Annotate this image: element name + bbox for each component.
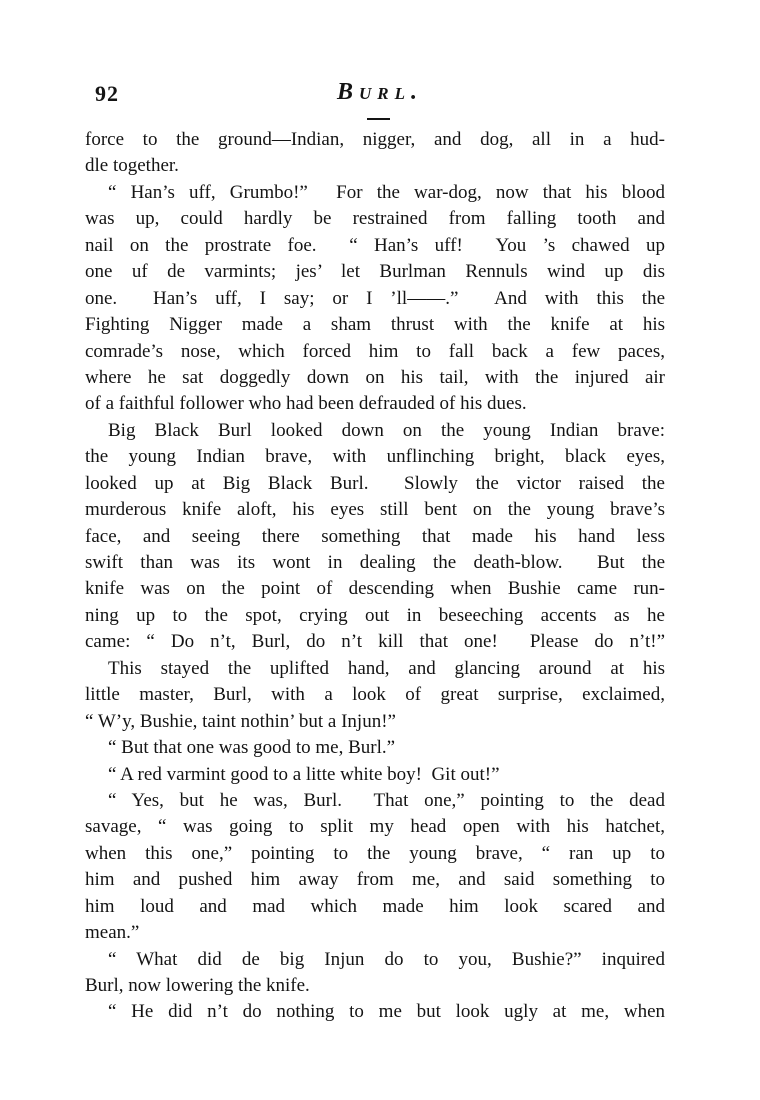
text-line: face, and seeing there something that made his hand less (85, 525, 665, 547)
text-line: savage, “ was going to split my head open with his hatchet, (85, 816, 665, 838)
text-line: “ A red varmint good to a litte white boy! Git out!” (108, 763, 500, 785)
text-line: came: “ Do n’t, Burl, do n’t kill that one! Please do n’t!” (85, 631, 665, 653)
text-line: ning up to the spot, crying out in beseeching accents as he (85, 604, 665, 626)
text-line: Big Black Burl looked down on the young Indian brave: (108, 419, 665, 441)
text-block (85, 127, 665, 1026)
text-line: little master, Burl, with a look of great surprise, exclaimed, (85, 684, 665, 706)
text-line: “ What did de big Injun do to you, Bushie?” inquired (108, 948, 665, 970)
text-line: force to the ground—Indian, nigger, and dog, all in a hud- (85, 129, 665, 150)
text-line: “ W’y, Bushie, taint nothin’ but a Injun!” (85, 710, 396, 732)
text-line: Burl, now lowering the knife. (85, 975, 310, 996)
text-line: one. Han’s uff, I say; or I ’ll——.” And with this the (85, 287, 665, 309)
page-number: 92 (95, 81, 119, 106)
running-head-title: Burl. (336, 79, 423, 105)
text-line: was up, could hardly be restrained from falling tooth and (85, 208, 665, 230)
text-line: knife was on the point of descending when Bushie came run- (85, 578, 665, 600)
text-line: looked up at Big Black Burl. Slowly the victor raised the (85, 472, 665, 494)
text-line: him loud and mad which made him look scared and (85, 895, 665, 917)
text-line: where he sat doggedly down on his tail, with the injured air (85, 366, 665, 388)
text-line: when this one,” pointing to the young brave, “ ran up to (85, 842, 665, 864)
text-line: Fighting Nigger made a sham thrust with the knife at his (85, 314, 665, 336)
text-line: dle together. (85, 155, 179, 177)
text-line: “ Yes, but he was, Burl. That one,” pointing to the dead (108, 789, 665, 811)
text-line: “ But that one was good to me, Burl.” (108, 737, 396, 759)
text-line: of a faithful follower who had been defrauded of his dues. (85, 393, 527, 415)
text-line: the young Indian brave, with unflinching bright, black eyes, (85, 446, 665, 468)
text-line: mean.” (85, 922, 140, 944)
header-rule (367, 118, 390, 120)
text-line: murderous knife aloft, his eyes still bent on the young brave’s (85, 499, 665, 521)
text-line: “ He did n’t do nothing to me but look ugly at me, when (108, 1001, 665, 1023)
text-line: swift than was its wont in dealing the death-blow. But the (85, 552, 665, 573)
text-line: “ Han’s uff, Grumbo!” For the war-dog, now that his blood (108, 181, 665, 203)
text-line: him and pushed him away from me, and said something to (85, 869, 665, 891)
text-line: one uf de varmints; jes’ let Burlman Rennuls wind up dis (85, 261, 665, 283)
text-line: This stayed the uplifted hand, and glancing around at his (108, 657, 665, 679)
text-line: comrade’s nose, which forced him to fall back a few paces, (85, 340, 665, 362)
text-line: nail on the prostrate foe. “ Han’s uff! You ’s chawed up (85, 234, 665, 256)
